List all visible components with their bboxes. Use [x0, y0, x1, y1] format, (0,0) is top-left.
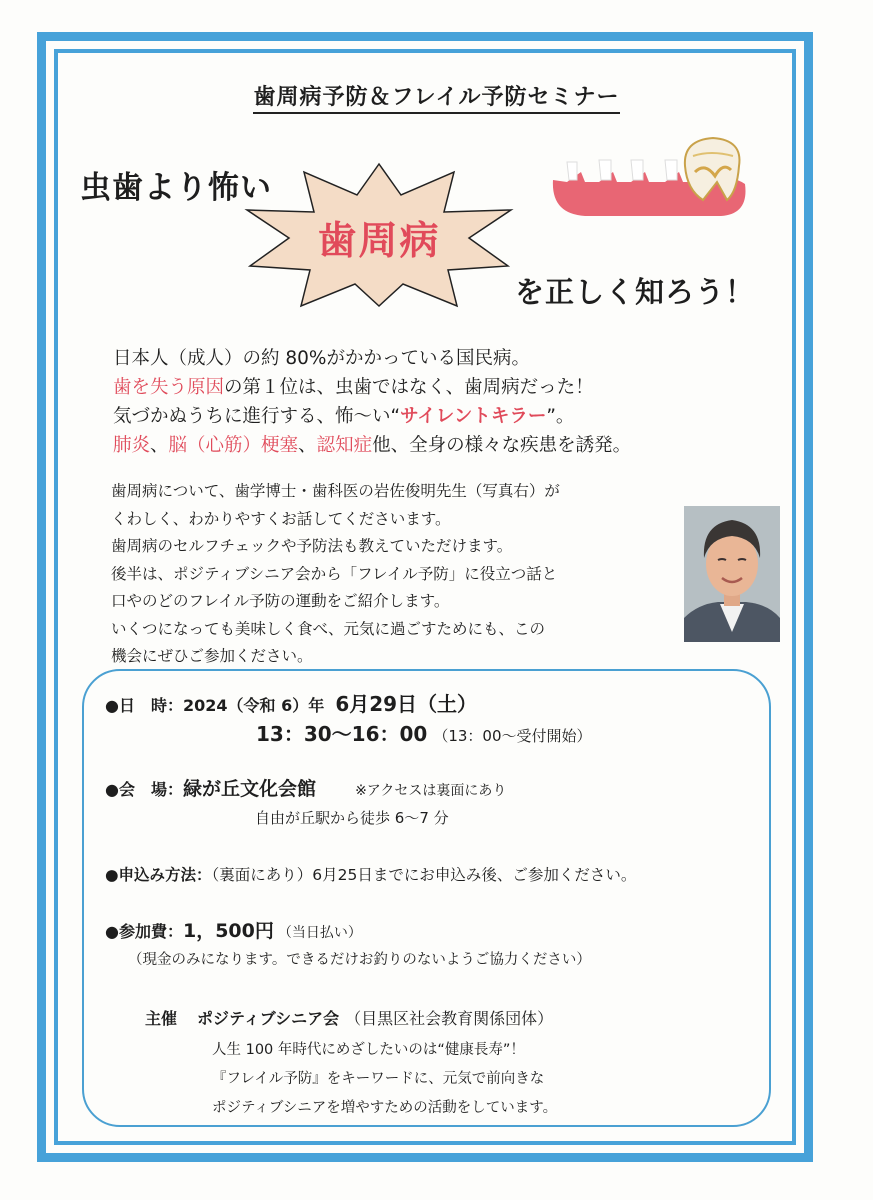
- intro-text: [113, 344, 631, 460]
- description-line: いくつになっても美味しく食べ、元気に過ごすためにも、この: [111, 619, 546, 638]
- seminar-title: 歯周病予防＆フレイル予防セミナー: [0, 80, 873, 111]
- teeth-illustration: [545, 132, 755, 224]
- time-row: 13：30〜16：00 （13：00〜受付開始）: [256, 722, 592, 746]
- fee-row: ●参加費：1，500円 （当日払い）: [105, 920, 362, 942]
- fee-note: （現金のみになります。できるだけお釣りのないようご協力ください）: [128, 952, 591, 968]
- organizer-line-2: 『フレイル予防』をキーワードに、元気で前向きな: [212, 1071, 545, 1087]
- organizer-line-1: 人生 100 年時代にめざしたいのは“健康長寿”！: [212, 1042, 525, 1058]
- description-line: 歯周病のセルフチェックや予防法も教えていただけます。: [111, 537, 513, 555]
- intro-line-2: 歯を失う原因の第１位は、虫歯ではなく、歯周病だった！: [113, 377, 594, 398]
- description: [111, 478, 560, 671]
- description-line: 口やのどのフレイル予防の運動をご紹介します。: [111, 592, 450, 610]
- venue-row: ●会 場：緑が丘文化会館 ※アクセスは裏面にあり: [105, 778, 507, 800]
- description-line: 歯周病について、歯学博士・歯科医の岩佐俊明先生（写真右）が: [111, 482, 560, 500]
- headline-right: を正しく知ろう！: [515, 275, 756, 309]
- apply-row: ●申込み方法：（裏面にあり）6月25日までにお申込み後、ご参加ください。: [105, 866, 637, 884]
- venue-access: 自由が丘駅から徒歩 6〜7 分: [255, 809, 449, 827]
- organizer-line-3: ポジティブシニアを増やすための活動をしています。: [212, 1100, 558, 1116]
- headline-left: 虫歯より怖い: [80, 170, 272, 206]
- description-line: 後半は、ポジティブシニア会から「フレイル予防」に役立つ話と: [111, 564, 558, 583]
- headline-center: 歯周病: [317, 219, 441, 264]
- organizer-row: 主催 ポジティブシニア会 （目黒区社会教育関係団体）: [145, 1009, 554, 1028]
- intro-line-4: 肺炎、脳（心筋）梗塞、認知症他、全身の様々な疾患を誘発。: [113, 435, 632, 456]
- speaker-photo: [684, 506, 780, 642]
- date-row: ●日 時：2024（令和 6）年 6月29日（土）: [105, 692, 478, 716]
- intro-line-1: 日本人（成人）の約 80%がかかっている国民病。: [113, 348, 531, 369]
- description-line: 機会にぜひご参加ください。: [111, 647, 313, 665]
- description-line: くわしく、わかりやすくお話してくださいます。: [111, 509, 451, 528]
- intro-line-3: 気づかぬうちに進行する、怖〜い“サイレントキラー”。: [113, 406, 575, 427]
